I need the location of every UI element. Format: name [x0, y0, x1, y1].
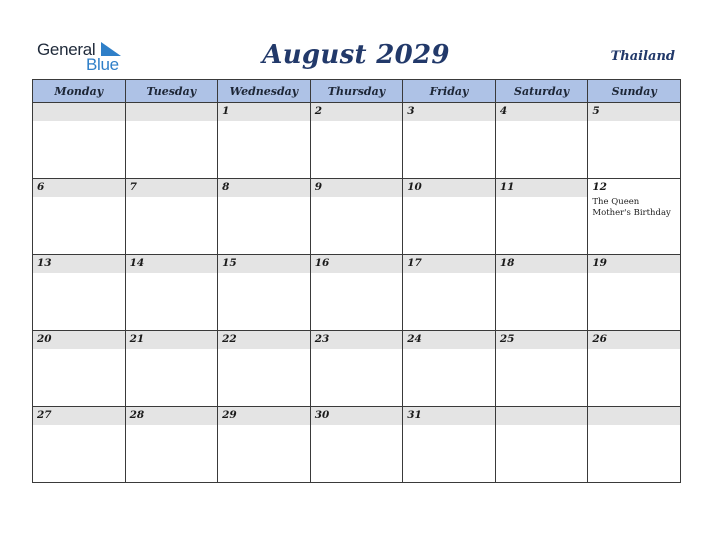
day-number-bar [403, 255, 495, 273]
day-number: 22 [222, 333, 237, 345]
day-number: 11 [499, 181, 515, 193]
day-cell [495, 331, 588, 407]
day-cell [588, 103, 681, 179]
day-number: 28 [129, 409, 145, 421]
day-cell [33, 331, 126, 407]
day-number: 10 [407, 181, 422, 193]
day-number-bar [311, 407, 403, 425]
day-number: 2 [314, 105, 322, 117]
day-number: 12 [592, 181, 607, 193]
day-number-bar [126, 103, 218, 121]
day-number-bar [33, 331, 125, 349]
day-cell [588, 179, 681, 255]
day-number-bar [33, 255, 125, 273]
day-number: 14 [129, 257, 145, 269]
country-label: Thailand [610, 49, 675, 64]
day-cell [588, 331, 681, 407]
weekday-header: Monday [33, 80, 126, 103]
day-number-bar [311, 179, 403, 197]
day-number: 19 [592, 257, 607, 269]
day-cell [495, 255, 588, 331]
weekday-header: Sunday [588, 80, 681, 103]
day-number-bar [218, 407, 310, 425]
day-cell [33, 255, 126, 331]
day-cell [403, 255, 496, 331]
day-cell [588, 407, 681, 483]
day-number: 18 [499, 257, 515, 269]
logo-word-blue: Blue [86, 55, 119, 74]
day-number-bar [33, 407, 125, 425]
day-number-bar [403, 407, 495, 425]
day-number: 6 [37, 181, 45, 193]
day-number: 9 [314, 181, 322, 193]
day-number: 5 [592, 105, 600, 117]
day-number-bar [403, 103, 495, 121]
day-number-bar [218, 103, 310, 121]
day-number: 24 [407, 333, 422, 345]
holiday-event: The Queen Mother's Birthday [592, 197, 671, 218]
day-cell [125, 407, 218, 483]
weekday-header: Wednesday [218, 80, 311, 103]
day-cell [310, 331, 403, 407]
day-cell [403, 103, 496, 179]
day-number-bar [126, 179, 218, 197]
day-number-bar [33, 179, 125, 197]
day-number-bar [496, 179, 588, 197]
day-number-bar [588, 103, 680, 121]
day-number: 21 [129, 333, 145, 345]
day-number: 13 [37, 257, 52, 269]
day-cell [125, 331, 218, 407]
day-cell [310, 255, 403, 331]
day-number-bar [126, 331, 218, 349]
day-cell [33, 103, 126, 179]
day-cell [218, 331, 311, 407]
day-cell [33, 179, 126, 255]
day-number: 3 [407, 105, 415, 117]
day-cell [310, 103, 403, 179]
day-cell [495, 103, 588, 179]
day-number: 27 [37, 409, 52, 421]
day-number-bar [311, 103, 403, 121]
day-cell [310, 179, 403, 255]
calendar-grid [32, 79, 681, 483]
day-number-bar [218, 331, 310, 349]
day-cell [495, 407, 588, 483]
day-number-bar [126, 407, 218, 425]
day-number-bar [588, 255, 680, 273]
day-number: 23 [314, 333, 330, 345]
day-number: 26 [592, 333, 607, 345]
day-number-bar [496, 331, 588, 349]
weekday-header-row [33, 80, 681, 103]
day-number: 25 [499, 333, 515, 345]
day-cell [125, 255, 218, 331]
day-number-bar [496, 407, 588, 425]
day-cell [403, 179, 496, 255]
calendar-title: August 2029 [262, 40, 450, 70]
day-number-bar [588, 179, 680, 197]
day-cell [588, 255, 681, 331]
day-number-bar [496, 103, 588, 121]
logo-word-general: General [37, 40, 96, 59]
day-cell [310, 407, 403, 483]
week-row [33, 179, 681, 255]
day-number-bar [311, 255, 403, 273]
day-number: 4 [499, 105, 508, 117]
weekday-header: Saturday [495, 80, 588, 103]
day-number: 16 [314, 257, 330, 269]
day-number-bar [126, 255, 218, 273]
weekday-header: Friday [403, 80, 496, 103]
day-number-bar [588, 331, 680, 349]
day-cell [403, 331, 496, 407]
weekday-header: Thursday [310, 80, 403, 103]
day-number-bar [218, 179, 310, 197]
day-number-bar [33, 103, 125, 121]
day-number: 17 [407, 257, 422, 269]
day-number-bar [588, 407, 680, 425]
week-row [33, 255, 681, 331]
day-cell [218, 103, 311, 179]
day-number: 20 [37, 333, 52, 345]
day-cell [33, 407, 126, 483]
day-cell [218, 179, 311, 255]
day-cell [403, 407, 496, 483]
day-cell [218, 255, 311, 331]
day-number: 1 [222, 105, 230, 117]
day-number: 31 [407, 409, 422, 421]
week-row [33, 103, 681, 179]
week-row [33, 331, 681, 407]
day-number-bar [218, 255, 310, 273]
day-number: 8 [222, 181, 230, 193]
day-number: 29 [222, 409, 237, 421]
day-number-bar [311, 331, 403, 349]
day-cell [218, 407, 311, 483]
day-number-bar [496, 255, 588, 273]
day-cell [495, 179, 588, 255]
weekday-header: Tuesday [125, 80, 218, 103]
day-number-bar [403, 331, 495, 349]
day-number: 7 [129, 181, 137, 193]
day-number: 15 [222, 257, 237, 269]
day-number-bar [403, 179, 495, 197]
day-cell [125, 179, 218, 255]
day-number: 30 [314, 409, 330, 421]
day-cell [125, 103, 218, 179]
week-row [33, 407, 681, 483]
